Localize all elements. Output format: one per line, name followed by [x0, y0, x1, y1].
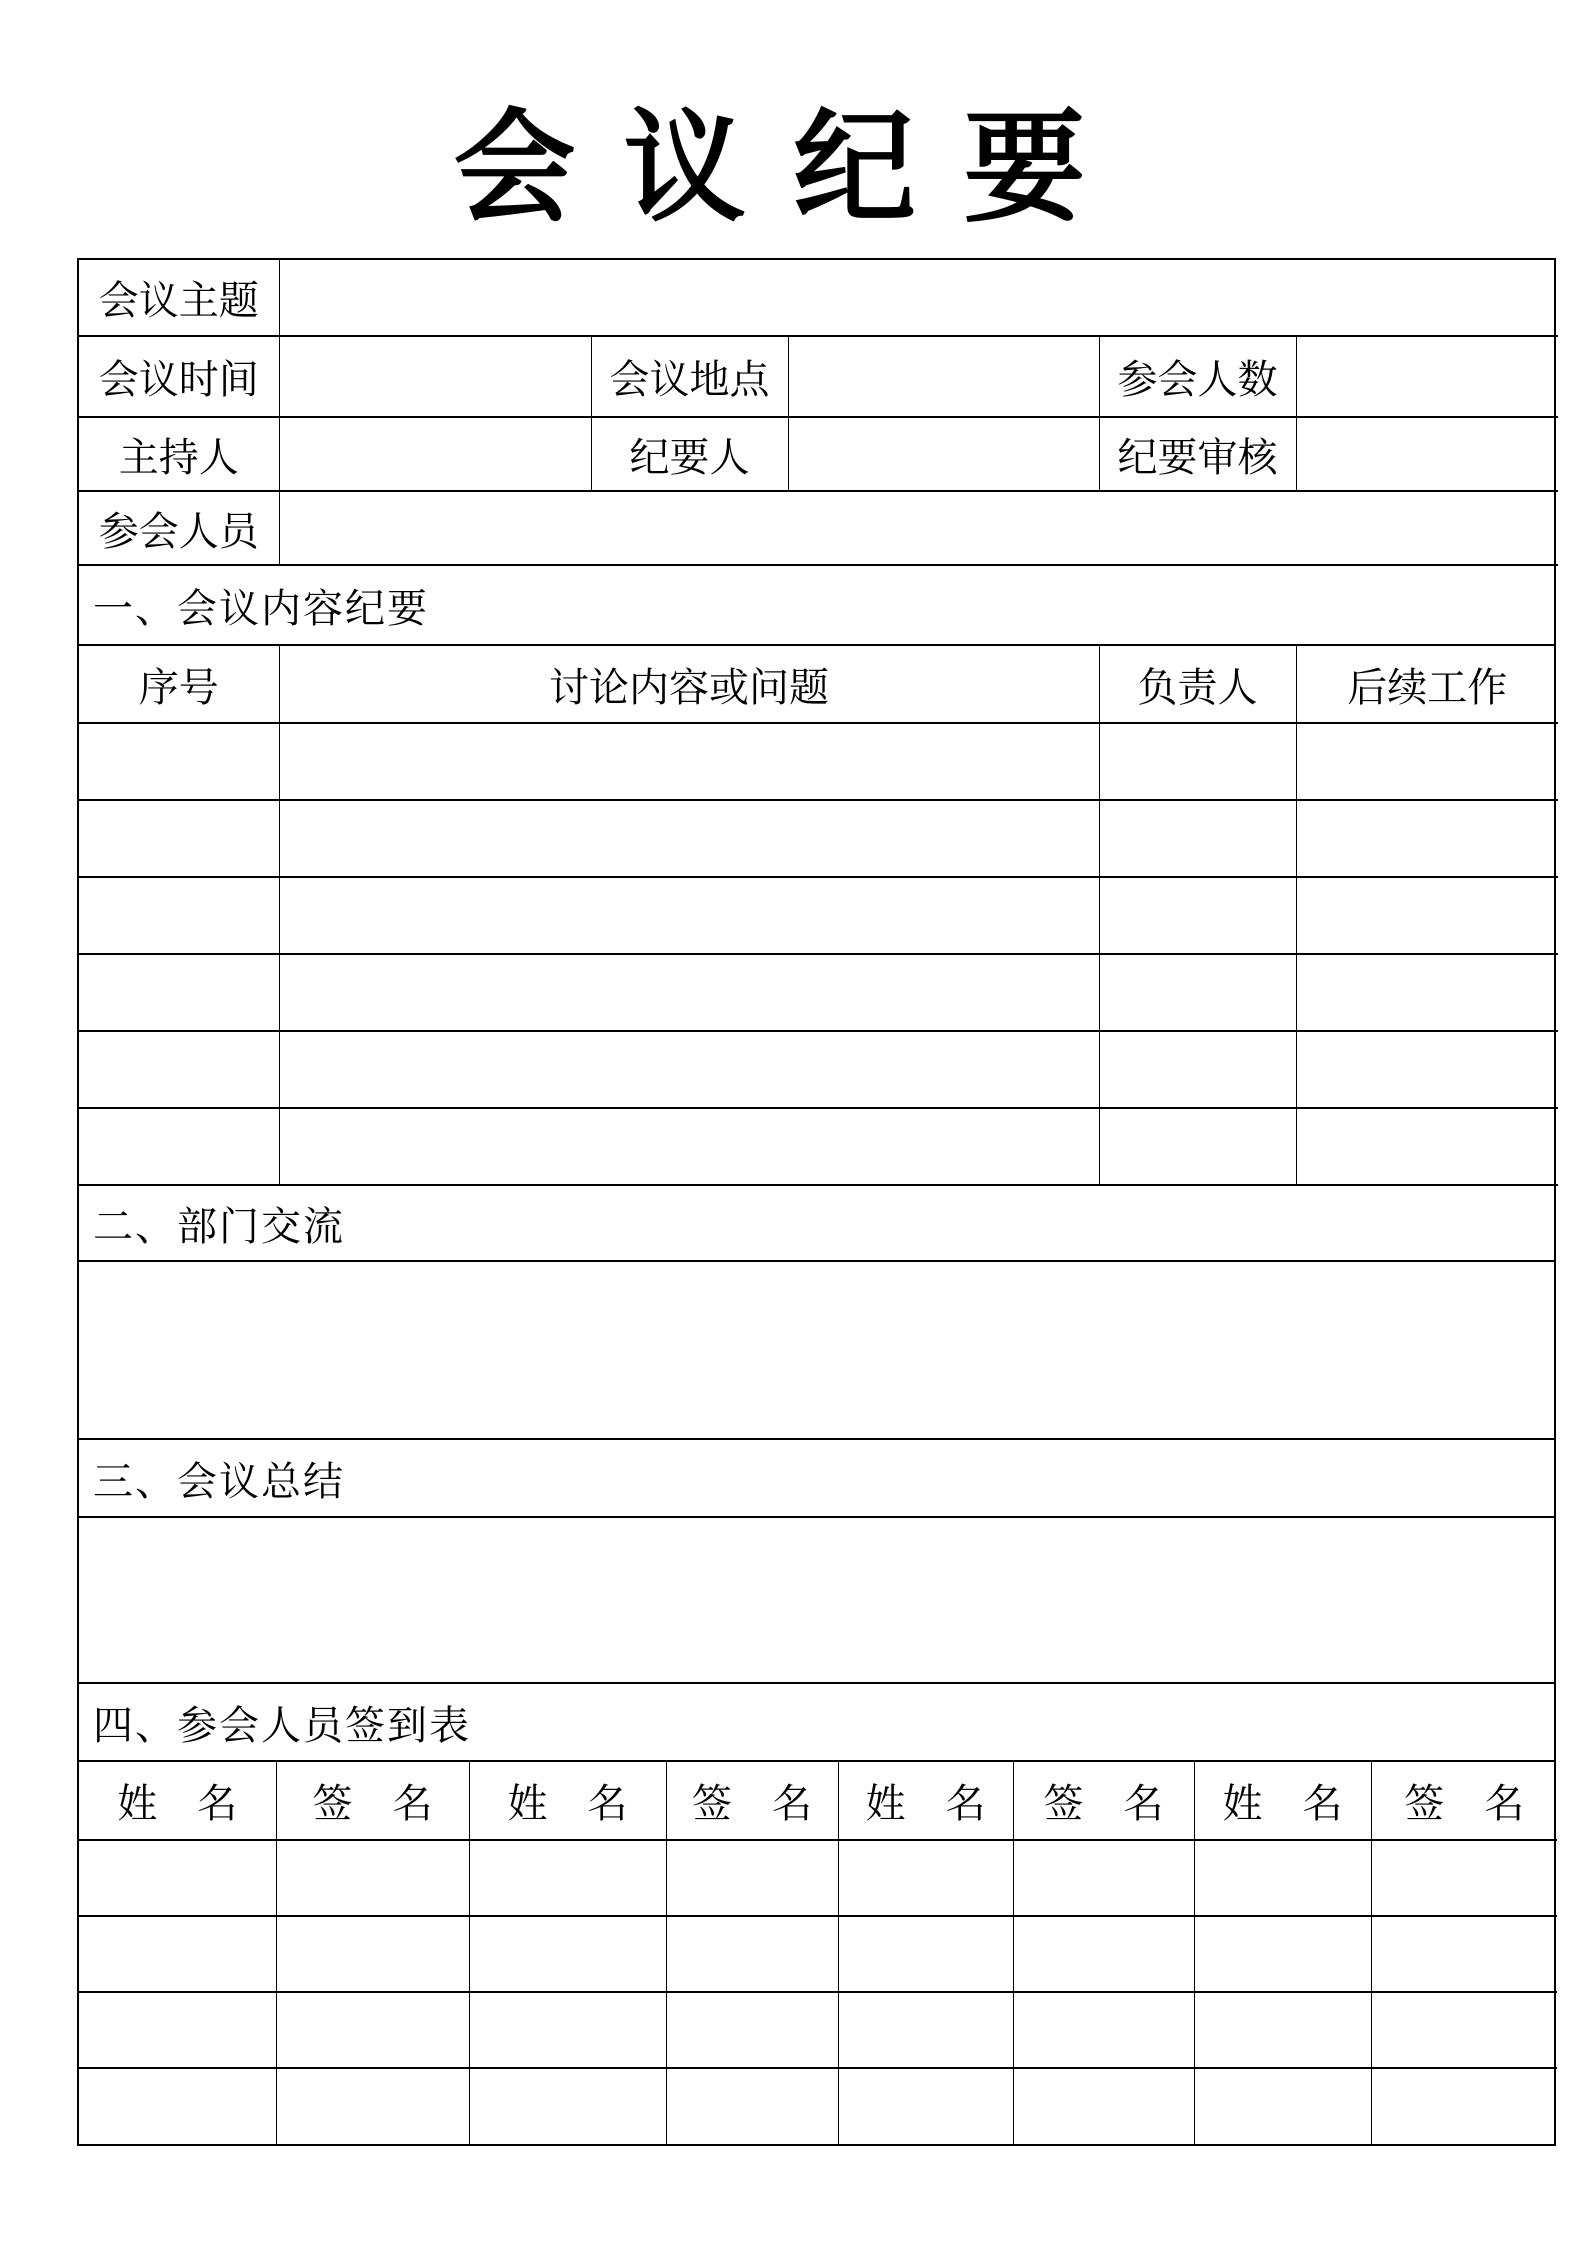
owner-cell[interactable] — [1099, 877, 1296, 954]
signin-cell[interactable] — [838, 1992, 1013, 2068]
signin-cell[interactable] — [666, 2068, 838, 2144]
signin-empty-row — [79, 1916, 1557, 1992]
signin-cell[interactable] — [1371, 1916, 1557, 1992]
signin-cell[interactable] — [469, 2068, 666, 2144]
topic-cell[interactable] — [279, 1108, 1099, 1185]
signin-cell[interactable] — [79, 1916, 276, 1992]
column-header-owner: 负责人 — [1099, 646, 1296, 723]
meeting-topic-label: 会议主题 — [79, 260, 279, 336]
host-value-cell[interactable] — [279, 417, 591, 491]
owner-cell[interactable] — [1099, 723, 1296, 800]
recorder-label: 纪要人 — [591, 417, 788, 491]
signin-header-row — [79, 1762, 1557, 1840]
attendees-row — [79, 491, 1558, 565]
owner-cell[interactable] — [1099, 800, 1296, 877]
section-content-heading-table — [79, 566, 1554, 646]
host-row — [79, 417, 1558, 491]
signin-cell[interactable] — [1371, 1840, 1557, 1916]
meeting-topic-value-cell[interactable] — [279, 260, 1558, 336]
meeting-time-row — [79, 336, 1558, 417]
attendee-count-label: 参会人数 — [1099, 336, 1296, 417]
signin-cell[interactable] — [276, 1992, 469, 2068]
meeting-topic-row — [79, 260, 1558, 336]
signin-cell[interactable] — [1013, 2068, 1194, 2144]
host-label: 主持人 — [79, 417, 279, 491]
signin-table — [79, 1762, 1557, 2144]
signin-header-name-3: 姓 名 — [838, 1762, 1013, 1840]
signin-cell[interactable] — [79, 2068, 276, 2144]
signin-cell[interactable] — [1013, 1992, 1194, 2068]
followup-cell[interactable] — [1296, 800, 1558, 877]
signin-empty-row — [79, 2068, 1557, 2144]
followup-cell[interactable] — [1296, 954, 1558, 1031]
section-content-heading: 一、会议内容纪要 — [79, 566, 1554, 645]
reviewer-value-cell[interactable] — [1296, 417, 1558, 491]
followup-cell[interactable] — [1296, 1031, 1558, 1108]
signin-cell[interactable] — [276, 2068, 469, 2144]
seq-cell[interactable] — [79, 1031, 279, 1108]
signin-cell[interactable] — [1194, 1916, 1371, 1992]
seq-cell[interactable] — [79, 800, 279, 877]
discussion-header-row — [79, 646, 1558, 723]
meeting-location-label: 会议地点 — [591, 336, 788, 417]
signin-cell[interactable] — [1194, 2068, 1371, 2144]
followup-cell[interactable] — [1296, 723, 1558, 800]
signin-cell[interactable] — [666, 1916, 838, 1992]
signin-empty-row — [79, 1840, 1557, 1916]
signin-cell[interactable] — [1013, 1916, 1194, 1992]
signin-header-name-1: 姓 名 — [79, 1762, 276, 1840]
column-header-seq: 序号 — [79, 646, 279, 723]
owner-cell[interactable] — [1099, 1108, 1296, 1185]
signin-cell[interactable] — [1194, 1992, 1371, 2068]
document-title: 会议纪要 — [453, 100, 1134, 236]
signin-cell[interactable] — [1194, 1840, 1371, 1916]
discussion-empty-row — [79, 877, 1558, 954]
discussion-empty-row — [79, 1108, 1558, 1185]
attendee-count-value-cell[interactable] — [1296, 336, 1558, 417]
seq-cell[interactable] — [79, 723, 279, 800]
section-exchange-heading-table — [79, 1186, 1554, 1440]
section-signin-heading: 四、参会人员签到表 — [79, 1684, 1554, 1761]
topic-cell[interactable] — [279, 1031, 1099, 1108]
signin-header-name-4: 姓 名 — [1194, 1762, 1371, 1840]
discussion-table — [79, 646, 1558, 1186]
signin-cell[interactable] — [666, 1840, 838, 1916]
signin-cell[interactable] — [1013, 1840, 1194, 1916]
seq-cell[interactable] — [79, 954, 279, 1031]
meeting-minutes-form — [77, 258, 1556, 2146]
followup-cell[interactable] — [1296, 877, 1558, 954]
signin-cell[interactable] — [838, 2068, 1013, 2144]
signin-cell[interactable] — [1371, 2068, 1557, 2144]
followup-cell[interactable] — [1296, 1108, 1558, 1185]
section-exchange-heading: 二、部门交流 — [79, 1186, 1554, 1261]
attendees-label: 参会人员 — [79, 491, 279, 565]
signin-header-signature-4: 签 名 — [1371, 1762, 1557, 1840]
topic-cell[interactable] — [279, 800, 1099, 877]
signin-cell[interactable] — [79, 1992, 276, 2068]
signin-header-signature-1: 签 名 — [276, 1762, 469, 1840]
signin-cell[interactable] — [469, 1916, 666, 1992]
owner-cell[interactable] — [1099, 1031, 1296, 1108]
meeting-time-value-cell[interactable] — [279, 336, 591, 417]
meeting-info-table — [79, 260, 1558, 566]
signin-cell[interactable] — [469, 1840, 666, 1916]
topic-cell[interactable] — [279, 954, 1099, 1031]
section-summary-heading-table — [79, 1440, 1554, 1684]
signin-header-signature-3: 签 名 — [1013, 1762, 1194, 1840]
signin-cell[interactable] — [276, 1916, 469, 1992]
section-summary-heading: 三、会议总结 — [79, 1440, 1554, 1517]
signin-cell[interactable] — [838, 1840, 1013, 1916]
signin-header-name-2: 姓 名 — [469, 1762, 666, 1840]
signin-empty-row — [79, 1992, 1557, 2068]
signin-cell[interactable] — [469, 1992, 666, 2068]
attendees-value-cell[interactable] — [279, 491, 1558, 565]
column-header-followup: 后续工作 — [1296, 646, 1558, 723]
topic-cell[interactable] — [279, 723, 1099, 800]
signin-cell[interactable] — [79, 1840, 276, 1916]
recorder-value-cell[interactable] — [788, 417, 1099, 491]
section-signin-heading-table — [79, 1684, 1554, 1762]
signin-cell[interactable] — [276, 1840, 469, 1916]
signin-header-signature-2: 签 名 — [666, 1762, 838, 1840]
seq-cell[interactable] — [79, 1108, 279, 1185]
signin-cell[interactable] — [838, 1916, 1013, 1992]
signin-cell[interactable] — [666, 1992, 838, 2068]
meeting-location-value-cell[interactable] — [788, 336, 1099, 417]
reviewer-label: 纪要审核 — [1099, 417, 1296, 491]
meeting-time-label: 会议时间 — [79, 336, 279, 417]
summary-content-area[interactable] — [79, 1517, 1554, 1683]
discussion-empty-row — [79, 1031, 1558, 1108]
owner-cell[interactable] — [1099, 954, 1296, 1031]
signin-cell[interactable] — [1371, 1992, 1557, 2068]
column-header-topic: 讨论内容或问题 — [279, 646, 1099, 723]
exchange-content-area[interactable] — [79, 1261, 1554, 1439]
seq-cell[interactable] — [79, 877, 279, 954]
discussion-empty-row — [79, 800, 1558, 877]
discussion-empty-row — [79, 723, 1558, 800]
discussion-empty-row — [79, 954, 1558, 1031]
topic-cell[interactable] — [279, 877, 1099, 954]
